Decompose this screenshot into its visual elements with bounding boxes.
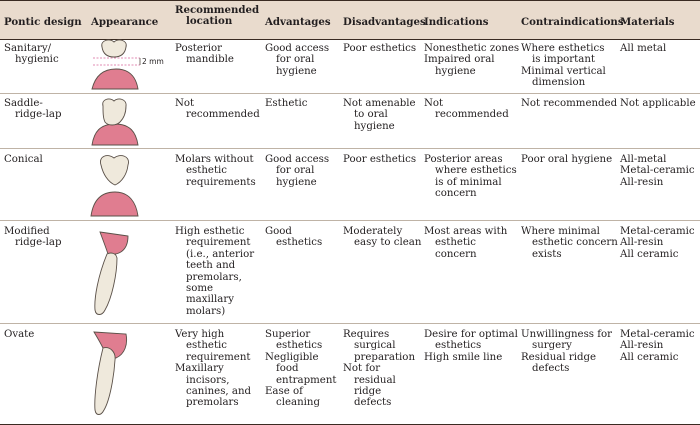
gap-measurement-label: 2 mm bbox=[142, 57, 164, 66]
recommended-location: Posterior mandible bbox=[175, 43, 234, 66]
contraindications: Poor oral hygiene bbox=[521, 154, 613, 165]
indications: Nonesthetic zones Impaired oral hygiene bbox=[424, 43, 520, 77]
disadvantages: Not amenable to oral hygiene bbox=[343, 98, 416, 132]
pontic-design-name: Sanitary/ hygienic bbox=[4, 43, 59, 66]
advantages: Esthetic bbox=[265, 98, 308, 109]
pontic-design-name: Conical bbox=[4, 154, 43, 165]
row-separator bbox=[0, 93, 700, 94]
indications: Posterior areas where esthetics is of minimal concern bbox=[424, 154, 517, 200]
pontic-design-name: Ovate bbox=[4, 329, 35, 340]
disadvantages: Poor esthetics bbox=[343, 154, 417, 165]
recommended-location: High esthetic requirement (i.e., anterior teeth and premolars, some maxillary molars) bbox=[175, 226, 255, 317]
contraindications: Where esthetics is important Minimal vertical dimension bbox=[521, 43, 606, 89]
header-recommended-location: Recommended location bbox=[175, 4, 260, 28]
indications: Not recommended bbox=[424, 98, 509, 121]
recommended-location: Not recommended bbox=[175, 98, 260, 121]
row-separator bbox=[0, 148, 700, 149]
contraindications: Not recommended bbox=[521, 98, 618, 109]
recommended-location: Molars without esthetic requirements bbox=[175, 154, 256, 188]
header-materials: Materials bbox=[620, 16, 675, 28]
saddle-ridge-lap-pontic-illustration bbox=[88, 96, 148, 148]
materials: Not applicable bbox=[620, 98, 696, 109]
disadvantages: Requires surgical preparation Not for residual ridge defects bbox=[343, 329, 416, 409]
pontic-design-name: Saddle- ridge-lap bbox=[4, 98, 62, 121]
materials: Metal-ceramic All-resin All ceramic bbox=[620, 226, 695, 260]
disadvantages: Poor esthetics bbox=[343, 43, 417, 54]
advantages: Good esthetics bbox=[265, 226, 323, 249]
indications: Desire for optimal esthetics High smile line bbox=[424, 329, 518, 363]
header-advantages: Advantages bbox=[265, 16, 331, 28]
materials: All-metal Metal-ceramic All-resin bbox=[620, 154, 695, 188]
header-contraindications: Contraindications bbox=[521, 16, 624, 28]
materials: Metal-ceramic All-resin All ceramic bbox=[620, 329, 695, 363]
advantages: Good access for oral hygiene bbox=[265, 154, 330, 188]
advantages: Good access for oral hygiene bbox=[265, 43, 330, 77]
header-pontic-design: Pontic design bbox=[4, 16, 82, 28]
modified-ridge-lap-pontic-illustration bbox=[88, 224, 148, 320]
disadvantages: Moderately easy to clean bbox=[343, 226, 422, 249]
materials: All metal bbox=[620, 43, 667, 54]
advantages: Superior esthetics Negligible food entrapment Ease of cleaning bbox=[265, 329, 337, 409]
contraindications: Unwillingness for surgery Residual ridge defects bbox=[521, 329, 613, 375]
pontic-design-name: Modified ridge-lap bbox=[4, 226, 62, 249]
contraindications: Where minimal esthetic concern exists bbox=[521, 226, 618, 260]
sanitary-pontic-illustration bbox=[88, 37, 170, 93]
header-indications: Indications bbox=[424, 16, 489, 28]
header-appearance: Appearance bbox=[91, 16, 159, 28]
conical-pontic-illustration bbox=[88, 152, 148, 220]
indications: Most areas with esthetic concern bbox=[424, 226, 508, 260]
row-separator bbox=[0, 220, 700, 221]
recommended-location: Very high esthetic requirement Maxillary incisors, canines, and premolars bbox=[175, 329, 252, 409]
table-header bbox=[0, 0, 700, 40]
header-disadvantages: Disadvantages bbox=[343, 16, 426, 28]
ovate-pontic-illustration bbox=[88, 324, 148, 422]
